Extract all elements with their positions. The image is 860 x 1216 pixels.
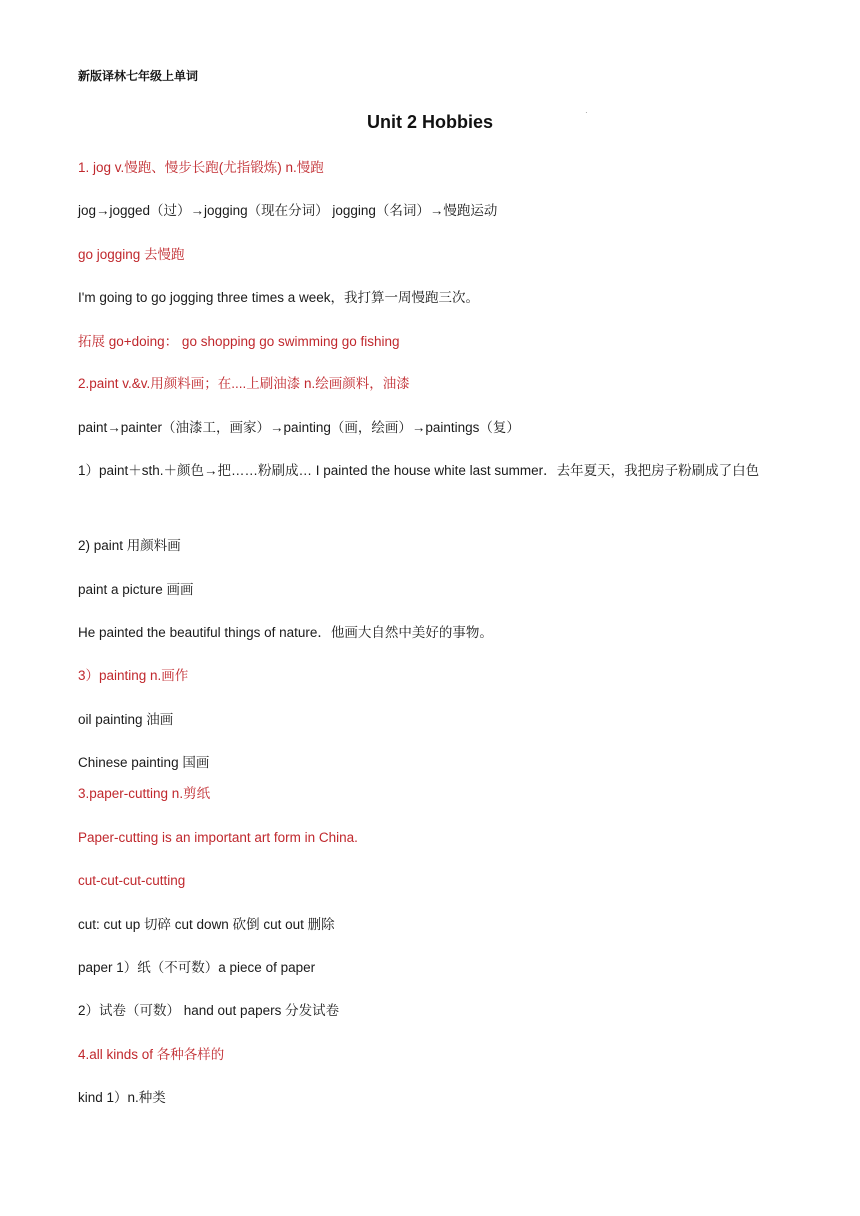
text-line: Paper-cutting is an important art form in China. bbox=[78, 830, 358, 845]
text-line: paint a picture 画画 bbox=[78, 582, 194, 597]
text-line: 3.paper-cutting n.剪纸 bbox=[78, 786, 211, 801]
text-line: go jogging 去慢跑 bbox=[78, 247, 185, 262]
text-line: I'm going to go jogging three times a week，我打算一周慢跑三次。 bbox=[78, 290, 479, 305]
page-title: Unit 2 Hobbies bbox=[366, 112, 493, 132]
text-line: jog→jogged（过）→jogging（现在分词） jogging（名词）→慢跑运动 bbox=[78, 203, 498, 218]
text-line: cut: cut up 切碎 cut down 砍倒 cut out 删除 bbox=[78, 917, 335, 932]
text-line: oil painting 油画 bbox=[78, 712, 174, 727]
text-line: 3）painting n.画作 bbox=[78, 668, 189, 683]
text-line: 拓展 go+doing： go shopping go swimming go fishing bbox=[78, 334, 400, 349]
text-line: 2.paint v.&v.用颜料画；在....上刷油漆 n.绘画颜料，油漆 bbox=[78, 376, 410, 391]
text-line: cut-cut-cut-cutting bbox=[78, 873, 186, 888]
text-line: 2) paint 用颜料画 bbox=[78, 538, 181, 553]
document-header: 新版译林七年级上单词 bbox=[78, 69, 199, 83]
text-line: Chinese painting 国画 bbox=[78, 755, 210, 770]
text-line: 1）paint＋sth.＋颜色→把……粉刷成… I painted the house white last summer．去年夏天，我把房子粉刷成了白色 bbox=[78, 463, 760, 478]
text-line: kind 1）n.种类 bbox=[78, 1090, 166, 1105]
text-line: He painted the beautiful things of nature．他画大自然中美好的事物。 bbox=[78, 625, 493, 640]
text-line: 2）试卷（可数） hand out papers 分发试卷 bbox=[78, 1003, 340, 1018]
text-line: paint→painter（油漆工，画家）→painting（画，绘画）→paintings（复） bbox=[78, 420, 520, 435]
text-line: paper 1）纸（不可数）a piece of paper bbox=[78, 960, 316, 975]
text-line: 4.all kinds of 各种各样的 bbox=[78, 1047, 225, 1062]
stray-mark: · bbox=[585, 108, 588, 117]
text-line: 1. jog v.慢跑、慢步长跑(尤指锻炼) n.慢跑 bbox=[78, 160, 324, 175]
